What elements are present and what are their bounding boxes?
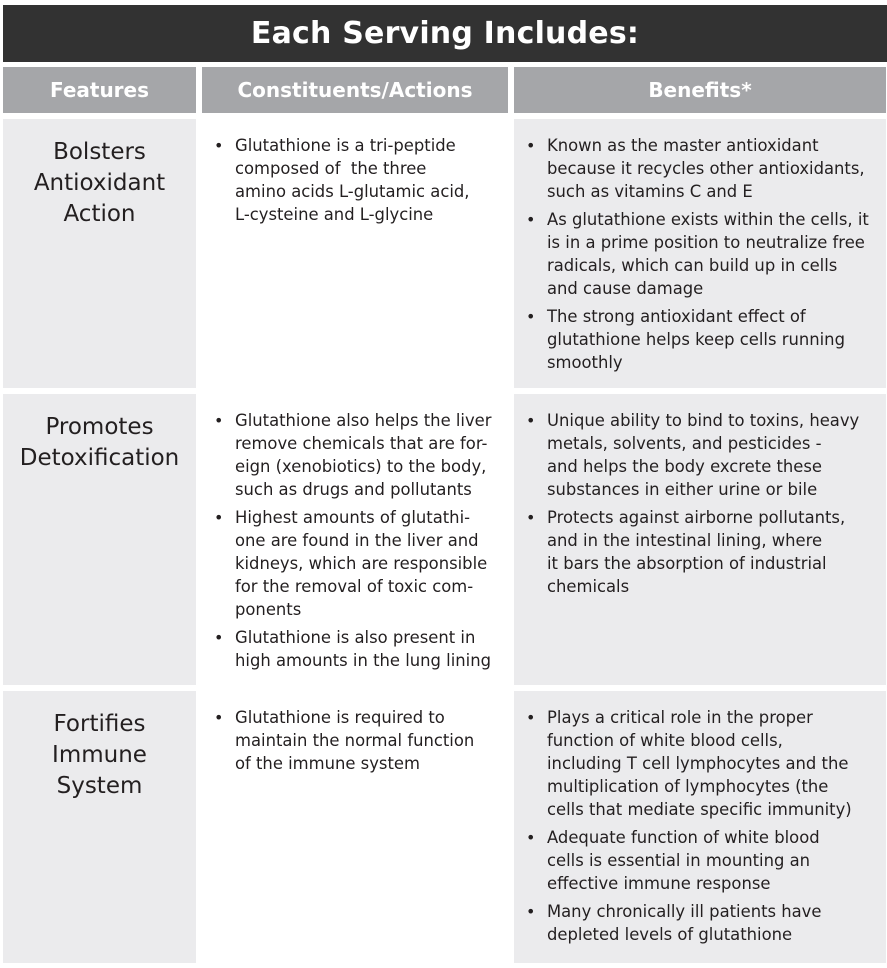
feature-line: System [56, 773, 143, 799]
benefits-cell [514, 119, 886, 388]
list-item-line: • As glutathione exists within the cells, it [547, 210, 869, 229]
list-item-line: it bars the absorption of industrial [547, 554, 827, 573]
list-item-line: • The strong antioxidant effect of [547, 307, 806, 326]
constituents-cell [202, 394, 508, 685]
list-item-line: and helps the body excrete these [547, 457, 823, 476]
list-item-line: is in a prime position to neutralize free [547, 233, 865, 252]
list-item-line: remove chemicals that are for- [235, 434, 488, 453]
list-item-line: depleted levels of glutathione [547, 925, 793, 944]
list-item-line: because it recycles other antioxidants, [547, 159, 865, 178]
header-benefits: Benefits* [514, 67, 886, 113]
list-item-line: composed of the three [235, 159, 427, 178]
feature-line: Antioxidant [33, 170, 166, 196]
list-item-line: function of white blood cells, [547, 731, 783, 750]
list-item-line: maintain the normal function [235, 731, 475, 750]
list-item-line: • Protects against airborne pollutants, [547, 508, 846, 527]
list-item-line: and cause damage [547, 279, 704, 298]
benefits-list [514, 409, 886, 598]
list-item-line: • Glutathione is required to [235, 708, 445, 727]
list-item-line: smoothly [547, 353, 623, 372]
feature-cell [3, 394, 196, 685]
list-item-line: cells that mediate specific immunity) [547, 800, 852, 819]
feature-label [3, 709, 196, 963]
header-features: Features [3, 67, 196, 113]
list-item [514, 826, 886, 895]
list-item-line: • Glutathione is also present in [235, 628, 476, 647]
feature-cell [3, 691, 196, 963]
list-item-line: • Glutathione is a tri-peptide [235, 136, 456, 155]
list-item-line: chemicals [547, 577, 630, 596]
list-item [202, 626, 508, 672]
list-item-line: glutathione helps keep cells running [547, 330, 845, 349]
header-constituents: Constituents/Actions [202, 67, 508, 113]
list-item-line: • Unique ability to bind to toxins, heavy [547, 411, 860, 430]
list-item [202, 134, 508, 226]
list-item-line: such as vitamins C and E [547, 182, 753, 201]
list-item-line: amino acids L-glutamic acid, [235, 182, 470, 201]
list-item-line: L-cysteine and L-glycine [235, 205, 434, 224]
feature-line: Action [63, 201, 136, 227]
feature-line: Detoxification [19, 445, 180, 471]
list-item [514, 305, 886, 374]
feature-line: Immune [52, 742, 147, 768]
constituents-list [202, 134, 508, 226]
list-item [514, 706, 886, 821]
feature-label [3, 412, 196, 685]
list-item [202, 409, 508, 501]
feature-cell [3, 119, 196, 388]
list-item-line: of the immune system [235, 754, 420, 773]
list-item-line: • Plays a critical role in the proper [547, 708, 813, 727]
list-item-line: kidneys, which are responsible [235, 554, 488, 573]
benefits-cell [514, 394, 886, 685]
list-item-line: cells is essential in mounting an [547, 851, 811, 870]
list-item [202, 706, 508, 775]
list-item-line: • Adequate function of white blood [547, 828, 820, 847]
list-item-line: radicals, which can build up in cells [547, 256, 838, 275]
list-item-line: including T cell lymphocytes and the [547, 754, 849, 773]
list-item-line: effective immune response [547, 874, 771, 893]
list-item-line: metals, solvents, and pesticides - [547, 434, 822, 453]
benefits-cell [514, 691, 886, 963]
list-item-line: for the removal of toxic com- [235, 577, 474, 596]
list-item [514, 506, 886, 598]
constituents-cell [202, 691, 508, 963]
benefits-list [514, 706, 886, 946]
feature-line: Bolsters [53, 139, 146, 165]
list-item-line: • Many chronically ill patients have [547, 902, 822, 921]
constituents-list [202, 409, 508, 672]
list-item-line: high amounts in the lung lining [235, 651, 491, 670]
feature-line: Fortifies [53, 711, 146, 737]
list-item-line: • Highest amounts of glutathi- [235, 508, 471, 527]
list-item-line: • Glutathione also helps the liver [235, 411, 492, 430]
list-item [514, 409, 886, 501]
list-item [514, 208, 886, 300]
list-item [514, 900, 886, 946]
benefits-list [514, 134, 886, 374]
constituents-cell [202, 119, 508, 388]
constituents-list [202, 706, 508, 775]
list-item-line: multiplication of lymphocytes (the [547, 777, 829, 796]
list-item-line: one are found in the liver and [235, 531, 479, 550]
list-item-line: such as drugs and pollutants [235, 480, 472, 499]
table-title: Each Serving Includes: [3, 5, 887, 62]
list-item-line: eign (xenobiotics) to the body, [235, 457, 487, 476]
feature-label [3, 137, 196, 388]
feature-line: Promotes [45, 414, 154, 440]
list-item-line: substances in either urine or bile [547, 480, 818, 499]
list-item-line: ponents [235, 600, 302, 619]
list-item [514, 134, 886, 203]
list-item [202, 506, 508, 621]
list-item-line: and in the intestinal lining, where [547, 531, 823, 550]
list-item-line: • Known as the master antioxidant [547, 136, 819, 155]
